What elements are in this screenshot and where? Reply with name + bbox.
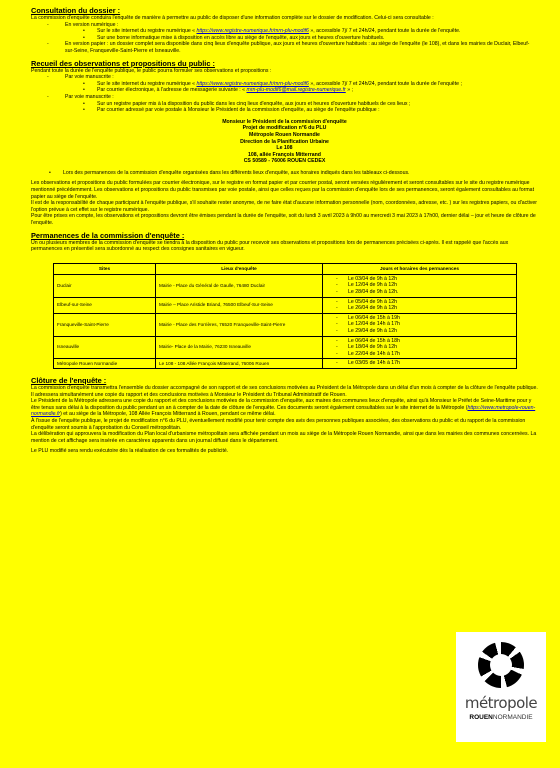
recueil-list (31, 74, 538, 114)
consultation-paper-item: - En version papier : un dossier complet sera disponible dans cinq lieux d'enquête publique, aux jours et heures d'ouverture habituels : au siège de l'enquête (le 108), et dans les mairies de Duclair, Elbeuf-sur-Seine, Franqueville-Saint-Pierre et Isneauville. (47, 41, 538, 54)
cloture-p3: À l'issue de l'enquête publique, le projet de modification n°6 du PLU, éventuellement modifié pour tenir compte des avis des personnes publiques associées, des observations du public et du rapport de la commission d'enquête seront soumis à l'approbation du Conseil métropolitain. (31, 417, 526, 431)
header-sites: Sites (54, 263, 156, 274)
metropole-logo (456, 632, 546, 742)
cloture-p1: La commission d'enquête transmettra l'ensemble du dossier accompagné de son rapport et de ses conclusions motivées au Président de la Métropole dans un délai d'un mois à compter de la clôture de l'enquête publique. Il adressera simultanément une copie du rapport et des conclusions motivées à Monsieur le Président du Tribunal Administratif de Rouen. (31, 384, 538, 398)
recueil-voie-2: - Par voie manuscrite : • Sur un registre papier mis à la disposition du public dans les cinq lieux d'enquête, aux jours et heures d'ouverture habituels de ces lieux ; • Par courrier adressé par voie postale à Monsieur le Président de la commission d'enquête, au siège de l'enquête publique : (47, 94, 538, 114)
recueil-intro: Pendant toute la durée de l'enquête publique, le public pourra formuler ses observations et propositions : (31, 67, 272, 74)
permanences-title: Permanences de la commission d'enquête : (31, 230, 185, 240)
table-row: Métropole Rouen Normandie Le 108 - 108 Allée François Mitterrand, 76006 Rouen - Le 03/05 de 14h à 17h (54, 359, 517, 369)
recueil-paragraph-2: Il est de la responsabilité de chaque participant à l'enquête publique, s'il souhaite rester anonyme, de ne faire état d'aucune information personnelle (nom, coordonnées, adresse, etc. ) sur les registres papiers, ou d'activer l'option prévue à cet effet sur le registre numérique. (31, 200, 538, 213)
recueil-courrier-item: • Par courrier adressé par voie postale à Monsieur le Président de la commission d'enquête, au siège de l'enquête publique : (97, 107, 538, 114)
metropole-link[interactable]: https://www.metropole-rouen-normandie.fr (31, 404, 536, 418)
recueil-paragraph-3: Pour être prises en compte, les observations et propositions devront être émises pendant la durée de l'enquête, soit du lundi 3 avril 2023 à 9h00 au mercredi 3 mai 2023 à 17h00, dernier délai – jour et heure de clôture de l'enquête. (31, 213, 536, 227)
consultation-numeric-item (47, 22, 538, 42)
recueil-email-item: • Par courrier électronique, à l'adresse de messagerie suivante : « mrn-plu-modif6@mail.registre-numerique.fr » ; (97, 87, 538, 94)
logo-subtitle: ROUENNORMANDIE (469, 714, 533, 721)
table-row: Elbeuf-sur-Seine Mairie – Place Aristide Briand, 76500 Elbeuf-Sur-Seine - Le 05/04 de 9h à 12h - Le 26/04 de 9h à 12h (54, 297, 517, 313)
table-header-row (54, 263, 517, 274)
email-link[interactable]: mrn-plu-modif6@mail.registre-numerique.fr (246, 87, 346, 94)
recueil-papier-item: • Sur un registre papier mis à la disposition du public dans les cinq lieux d'enquête, aux jours et heures d'ouverture habituels de ces lieux ; (97, 101, 538, 108)
cloture-p5: Le PLU modifié sera rendu exécutoire dès la réalisation de ces formalités de publicité. (31, 448, 229, 455)
header-lieux: Lieux d'enquête (156, 263, 323, 274)
consultation-list (31, 22, 538, 55)
logo-ring-icon (478, 642, 524, 688)
postal-address: Monsieur le Président de la commission d'enquête Projet de modification n°6 du PLU Métropole Rouen Normandie Direction de la Planification Urbaine Le 108 108, allée François Mitterrand CS 50589 - 76006 ROUEN CEDEX (222, 118, 347, 165)
permanences-table (53, 263, 517, 369)
table-row: Duclair Mairie - Place du Général de Gaulle, 76480 Duclair - Le 03/04 de 9h à 12h - Le 12/04 de 9h à 12h - Le 28/04 de 9h à 12h. (54, 274, 517, 297)
permanences-bullet: • Lors des permanences de la commission d'enquête organisées dans les différents lieux d'enquête, aux horaires indiqués dans les tableaux ci-dessous. (31, 170, 538, 177)
logo-name: métropole (464, 694, 538, 712)
recueil-site-item: • Sur le site internet du registre numérique « https://www.registre-numerique.fr/mrn-plu-modif6 », accessible 7j/ 7 et 24h/24, pendant toute la durée de l'enquête ; (97, 81, 538, 88)
permanences-intro: Un ou plusieurs membres de la commission d'enquête se tiendra à la disposition du public pour recevoir ses observations et propositions lors de permanences précisées ci-après. Il est rappelé que l'accès aux permanences en présentiel sera subordonné au respect des consignes sanitaires en vigueur. (31, 239, 509, 253)
table-row: Isneauville Mairie- Place de la Mairie, 76230 Isneauville - Le 06/04 de 15h à 18h - Le 18/04 de 9h à 12h - Le 22/04 de 14h à 17h (54, 336, 517, 359)
recueil-title: Recueil des observations et propositions du public : (31, 58, 215, 68)
recueil-voie-1: - Par voie manuscrite : • Sur le site internet du registre numérique « https://www.registre-numerique.fr/mrn-plu-modif6 », accessible 7j/ 7 et 24h/24, pendant toute la durée de l'enquête ; • Par courrier électronique, à l'adresse de messagerie suivante : « mrn-plu-modif6@mail.registre-numerique.fr » ; (47, 74, 538, 94)
numeric-site-item: • Sur le site internet du registre numérique « https://www.registre-numerique.fr/mrn-plu-modif6 », accessible 7j/ 7 et 24h/24, pendant toute la durée de l'enquête. (97, 28, 538, 35)
table-row: Franqueville-Saint-Pierre Mairie - Place des Forrières, 76520 Franqueville-Saint-Pierre - Le 06/04 de 15h à 19h - Le 12/04 de 14h à 17h - Le 29/04 de 9h à 12h (54, 313, 517, 336)
numeric-borne-item: • Sur une borne informatique mise à disposition en accès libre au siège de l'enquête, aux jours et heures d'ouverture habituels. (97, 35, 538, 42)
cloture-p2: Le Président de la Métropole adressera une copie du rapport et des conclusions motivées de la commission d'enquête, aux maires des communes lieux d'enquête, ainsi qu'à Monsieur le Préfet de Seine-Maritime pour y être tenus sans délai à la disposition du public pendant un an à compter de la date de clôture de l'enquête. Ces documents seront également consultables sur le site internet de la Métropole (https://www.metropole-rouen-normandie.fr) et au siège de la Métropole, 108 Allée François Mitterrand à Rouen, pendant ce même délai. (31, 398, 536, 418)
numeric-label: En version numérique : (65, 21, 119, 28)
registre-link-2[interactable]: https://www.registre-numerique.fr/mrn-plu-modif6 (196, 80, 309, 87)
cloture-p4: La délibération qui approuvera la modification du Plan local d'urbanisme métropolitain sera affichée pendant un mois au siège de la Métropole Rouen Normandie, ainsi que dans les mairies des communes concernées. La mention de cet affichage sera insérée en caractères apparents dans un journal diffusé dans le département. (31, 431, 537, 444)
header-horaires: Jours et horaires des permanences (323, 263, 517, 274)
registre-link[interactable]: https://www.registre-numerique.fr/mrn-plu-modif6 (196, 28, 309, 35)
recueil-paragraph-1: Les observations et propositions du public formulées par courrier électronique, sur le registre en format papier et par courrier postal, seront versées régulièrement et seront consultables sur le site du registre numérique mentionné précédemment. Les observations et propositions du public transmises par voie postale, ainsi que celles reçues par la commission d'enquête lors de ses permanences, seront également consultables au format papier au siège de l'enquête. (31, 180, 535, 200)
consultation-title: Consultation du dossier : (31, 6, 121, 15)
cloture-title: Clôture de l'enquête : (31, 375, 107, 385)
consultation-intro: La commission d'enquête conduira l'enquête de manière à permettre au public de disposer d'une information complète sur le dossier de modification. Celui-ci sera consultable : (31, 15, 434, 21)
